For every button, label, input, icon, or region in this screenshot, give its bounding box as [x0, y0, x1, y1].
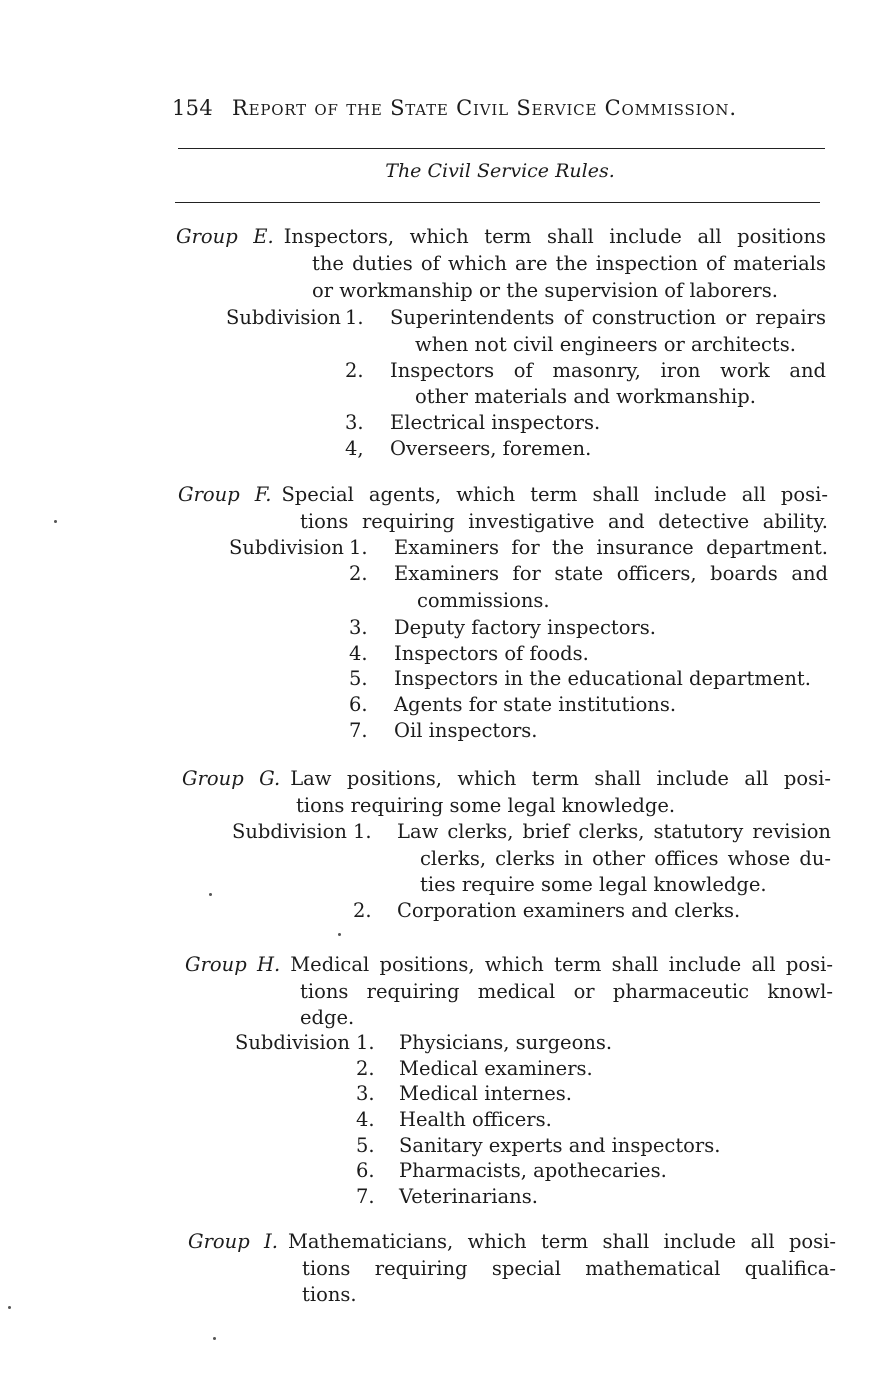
item-number: 4.	[349, 642, 368, 665]
item-text-continuation	[415, 384, 826, 410]
item-text-content: ties require some legal knowledge.	[420, 873, 767, 896]
item-text	[394, 718, 828, 744]
group-description: edge.	[300, 1006, 355, 1029]
group-description: tions requiring some legal knowledge.	[296, 794, 676, 817]
group-description: tions requiring special mathematical qualifica-	[302, 1257, 836, 1280]
item-number: 7.	[349, 719, 368, 742]
group-description: or workmanship or the supervision of laborers.	[312, 279, 778, 302]
group-description-line	[300, 1005, 833, 1031]
group-name: Group F.	[178, 483, 272, 506]
item-number: 1.	[356, 1031, 375, 1054]
item-text	[390, 305, 826, 331]
group-heading-line	[178, 482, 828, 508]
subdivision-label: Subdivision	[235, 1031, 350, 1054]
group-heading-line	[188, 1229, 836, 1255]
item-text-content: Deputy factory inspectors.	[394, 616, 656, 639]
subdivision-label: Subdivision	[232, 820, 347, 843]
item-text	[397, 819, 831, 845]
item-text-content: Medical examiners.	[399, 1057, 593, 1080]
group-name: Group E.	[176, 225, 274, 248]
running-header	[172, 96, 832, 120]
item-text-content: Inspectors in the educational department.	[394, 667, 811, 690]
group-heading-line	[185, 952, 833, 978]
item-text-content: Overseers, foremen.	[390, 437, 592, 460]
subdivision-label: Subdivision	[226, 306, 341, 329]
item-number: 2.	[353, 899, 372, 922]
item-text-continuation	[415, 332, 826, 358]
item-text-content: Physicians, surgeons.	[399, 1031, 613, 1054]
bottom-rule	[175, 202, 820, 203]
subdivision-label: Subdivision	[229, 536, 344, 559]
item-text	[399, 1107, 833, 1133]
item-text-content: Electrical inspectors.	[390, 411, 601, 434]
scan-speck	[8, 1306, 11, 1309]
item-text	[399, 1081, 833, 1107]
section-subtitle: The Civil Service Rules.	[385, 160, 615, 182]
top-rule	[178, 148, 825, 149]
item-text-content: Agents for state institutions.	[394, 693, 677, 716]
running-title: Report of the State Civil Service Commission.	[231, 96, 737, 120]
group-description: tions.	[302, 1283, 357, 1306]
item-text-content: other materials and workmanship.	[415, 385, 756, 408]
group-description: Medical positions, which term shall include all posi-	[290, 953, 833, 976]
item-number: 1.	[349, 536, 368, 559]
group-description: tions requiring investigative and detective ability.	[300, 510, 828, 533]
item-text	[390, 358, 826, 384]
group-description-line	[296, 793, 831, 819]
item-number: 7.	[356, 1185, 375, 1208]
item-text	[394, 692, 828, 718]
group-description: Inspectors, which term shall include all positions	[283, 225, 827, 248]
item-text	[397, 898, 831, 924]
item-text	[399, 1158, 833, 1184]
item-number: 2.	[349, 562, 368, 585]
item-text-content: when not civil engineers or architects.	[415, 333, 796, 356]
item-text-content: Health officers.	[399, 1108, 552, 1131]
item-text-content: Corporation examiners and clerks.	[397, 899, 741, 922]
group-description: tions requiring medical or pharmaceutic knowl-	[300, 980, 833, 1003]
item-number: 2.	[356, 1057, 375, 1080]
group-description-line	[312, 251, 826, 277]
item-text-content: Superintendents of construction or repairs	[390, 306, 826, 329]
item-text-content: Medical internes.	[399, 1082, 573, 1105]
item-number: 1.	[345, 306, 364, 329]
group-heading-line	[176, 224, 826, 250]
item-number: 5.	[349, 667, 368, 690]
scan-speck	[54, 520, 57, 523]
group-description-line	[302, 1256, 836, 1282]
item-text	[399, 1030, 833, 1056]
group-description-line	[312, 278, 826, 304]
item-text-content: Examiners for the insurance department.	[394, 536, 828, 559]
group-name: Group I.	[188, 1230, 278, 1253]
item-text	[399, 1133, 833, 1159]
item-text-content: Inspectors of foods.	[394, 642, 589, 665]
item-number: 2.	[345, 359, 364, 382]
group-name: Group H.	[185, 953, 281, 976]
item-text-continuation	[420, 846, 831, 872]
group-description-line	[300, 509, 828, 535]
group-heading-line	[182, 766, 831, 792]
item-number: 6.	[349, 693, 368, 716]
group-description-line	[302, 1282, 836, 1308]
item-text-content: Oil inspectors.	[394, 719, 538, 742]
group-description: Law positions, which term shall include all posi-	[290, 767, 831, 790]
item-number: 6.	[356, 1159, 375, 1182]
item-text-content: clerks, clerks in other offices whose du-	[420, 847, 831, 870]
item-number: 3.	[356, 1082, 375, 1105]
scan-speck	[209, 893, 212, 896]
item-text-content: Veterinarians.	[399, 1185, 538, 1208]
item-text	[394, 666, 828, 692]
item-text	[394, 561, 828, 587]
item-text-content: Examiners for state officers, boards and	[394, 562, 828, 585]
item-text-content: Sanitary experts and inspectors.	[399, 1134, 721, 1157]
item-number: 5.	[356, 1134, 375, 1157]
item-number: 1.	[353, 820, 372, 843]
item-text-content: Inspectors of masonry, iron work and	[390, 359, 826, 382]
group-description-line	[300, 979, 833, 1005]
scan-speck	[338, 933, 341, 936]
item-text-content: Law clerks, brief clerks, statutory revision	[397, 820, 831, 843]
item-text	[390, 436, 826, 462]
group-description: the duties of which are the inspection of materials	[312, 252, 826, 275]
item-text-continuation	[420, 872, 831, 898]
page-number: 154	[172, 96, 213, 120]
item-number: 4.	[356, 1108, 375, 1131]
item-text-content: Pharmacists, apothecaries.	[399, 1159, 667, 1182]
group-description: Special agents, which term shall include all posi-	[281, 483, 828, 506]
item-text	[394, 615, 828, 641]
item-text	[399, 1056, 833, 1082]
item-text	[399, 1184, 833, 1210]
item-text	[394, 641, 828, 667]
item-text-continuation	[417, 588, 828, 614]
item-number: 3.	[349, 616, 368, 639]
item-text	[390, 410, 826, 436]
item-number: 3.	[345, 411, 364, 434]
item-text	[394, 535, 828, 561]
item-text-content: commissions.	[417, 589, 550, 612]
group-name: Group G.	[182, 767, 281, 790]
scan-speck	[213, 1337, 216, 1340]
item-number: 4,	[345, 437, 364, 460]
group-description: Mathematicians, which term shall include all posi-	[287, 1230, 837, 1253]
